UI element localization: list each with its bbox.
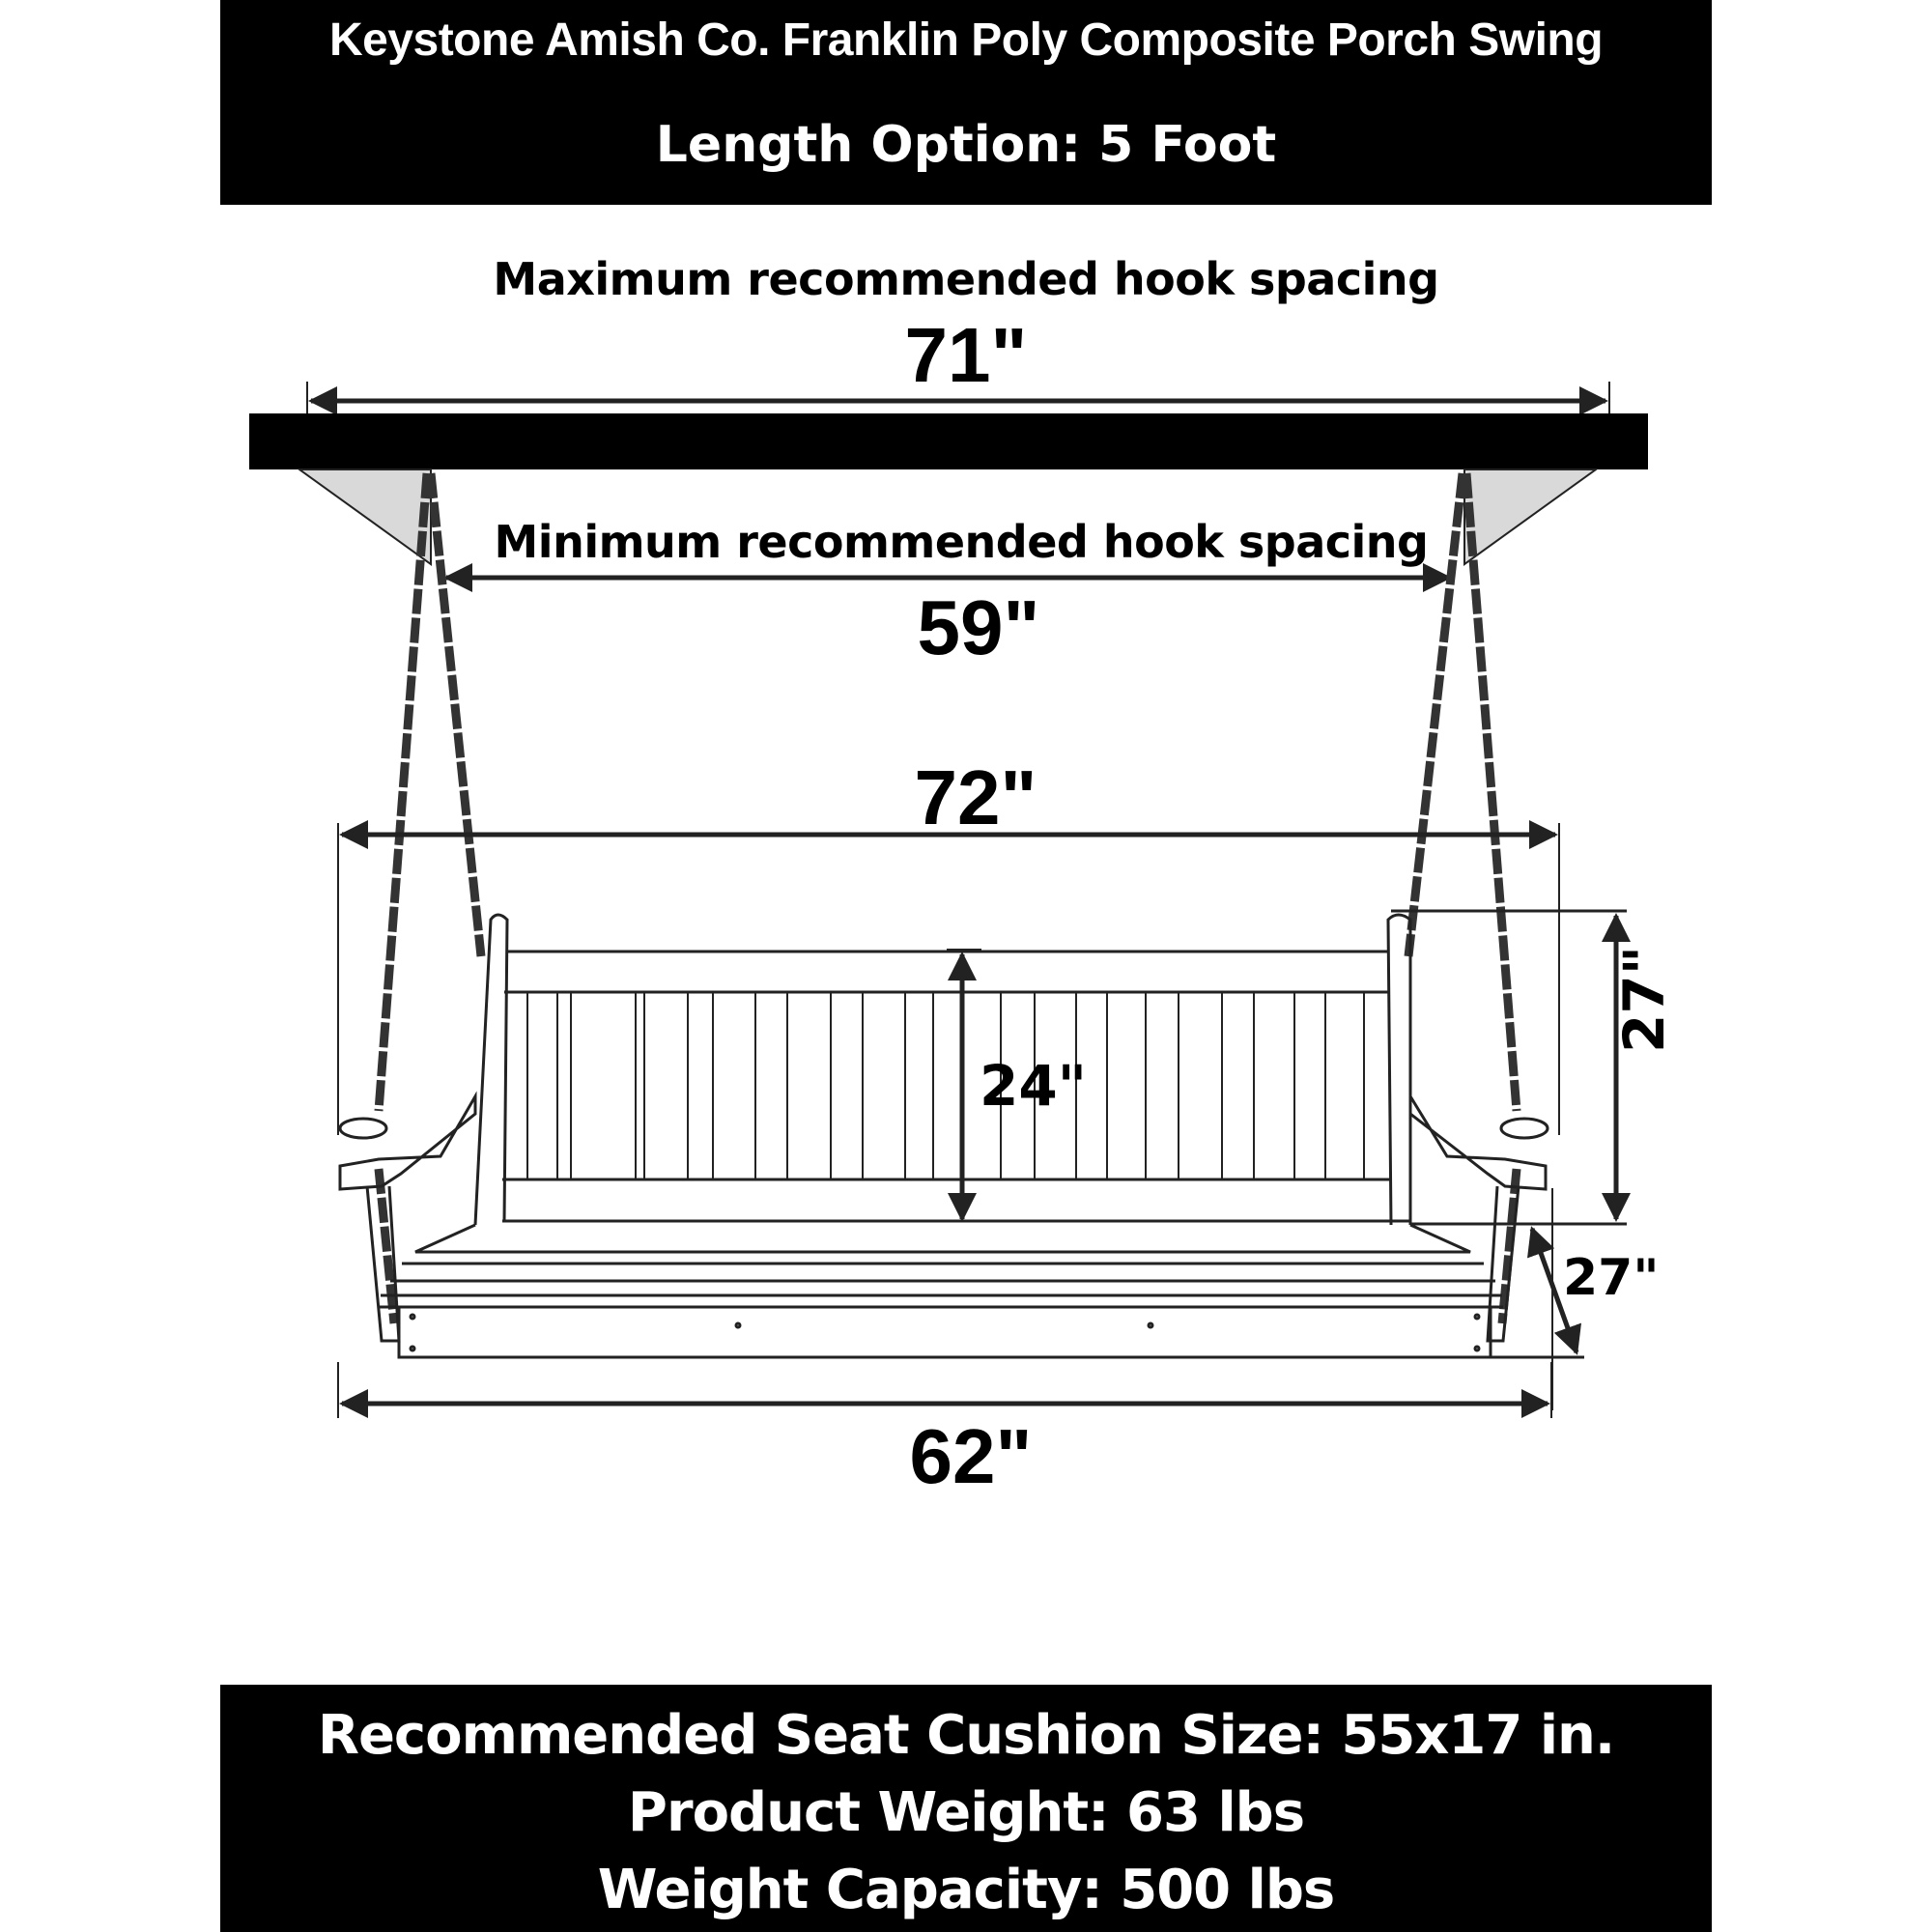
product-title: Keystone Amish Co. Franklin Poly Composite Porch Swing	[328, 14, 1604, 66]
back-height-value: 24"	[980, 1053, 1087, 1119]
max-spacing-label: Maximum recommended hook spacing	[493, 253, 1439, 305]
min-spacing-value: 59"	[917, 584, 1040, 670]
length-option: Length Option: 5 Foot	[655, 116, 1277, 174]
product-weight: Product Weight: 63 lbs	[627, 1781, 1305, 1844]
max-spacing-value: 71"	[904, 312, 1028, 398]
weight-capacity: Weight Capacity: 500 lbs	[597, 1859, 1335, 1921]
overall-width-value: 72"	[914, 754, 1037, 840]
min-spacing-label: Minimum recommended hook spacing	[494, 516, 1429, 568]
overall-width-dimension	[338, 823, 1559, 1135]
seat-depth-value: 27"	[1563, 1249, 1660, 1307]
specs-banner	[220, 1685, 1712, 1932]
arm-height-value: 27"	[1611, 946, 1677, 1053]
seat-width-value: 62"	[909, 1413, 1033, 1499]
swing-body	[340, 915, 1548, 1357]
cushion-size: Recommended Seat Cushion Size: 55x17 in.	[317, 1704, 1615, 1767]
seat-width-dimension	[338, 1362, 1551, 1418]
ceiling-beam	[249, 413, 1648, 469]
